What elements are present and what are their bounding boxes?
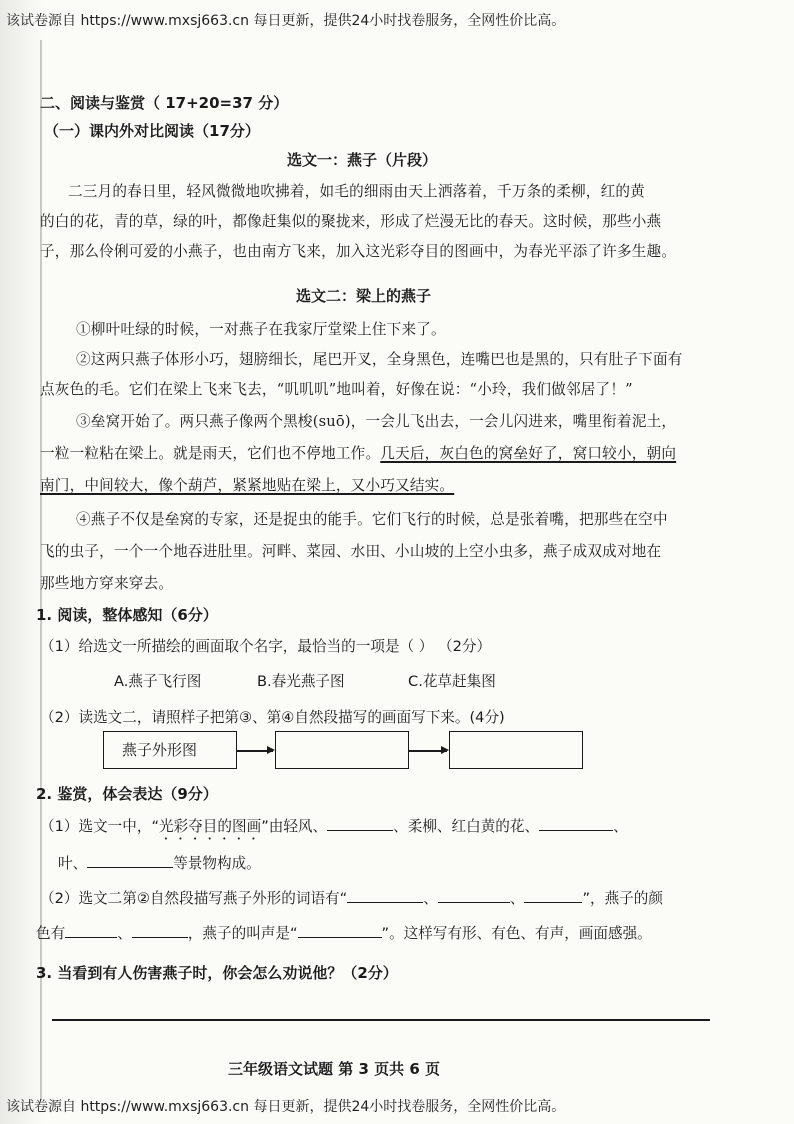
option-a[interactable]: A.燕子飞行图: [114, 673, 202, 690]
flow-box-1: [103, 731, 237, 769]
section-part-title: （一）课内外对比阅读（17分）: [44, 122, 260, 140]
q2-s2-part-f: 、: [117, 925, 132, 942]
option-b[interactable]: B.春光燕子图: [257, 673, 345, 690]
question-3-title: 3. 当看到有人伤害燕子时，你会怎么劝说他？（2分）: [36, 964, 398, 982]
answer-blank-1[interactable]: [327, 816, 393, 831]
text2-paragraph-1: ①柳叶吐绿的时候，一对燕子在我家厅堂梁上住下来了。: [76, 321, 446, 338]
text2-paragraph-3-underlined-b: 南门，中间较大，像个葫芦，紧紧地贴在梁上，又小巧又结实。: [40, 477, 455, 494]
q2-s1-part-b: ”由轻风、: [261, 818, 328, 835]
text2-paragraph-2-line-1: ②这两只燕子体形小巧，翅膀细长，尾巴开叉，全身黑色，连嘴巴也是黑的，只有肚子下面有: [76, 351, 683, 368]
question-2-sub-2-line-1: [40, 887, 663, 908]
q2-s1-part-c: 、柔柳、红白黄的花、: [393, 818, 540, 835]
answer-blank-2[interactable]: [539, 816, 613, 831]
watermark-bottom: 该试卷源自 https://www.mxsj663.cn 每日更新，提供24小时找卷服务，全网性价比高。: [6, 1099, 566, 1115]
text2-paragraph-4-line-2: 飞的虫子，一个一个地吞进肚里。河畔、菜园、水田、小山坡的上空小虫多，燕子成双成对地在: [40, 543, 662, 560]
q2-s2-part-b: 、: [423, 890, 438, 907]
text2-paragraph-4-line-3: 那些地方穿来穿去。: [40, 575, 174, 592]
question-2-sub-1-line-1: [40, 815, 628, 843]
answer-blank-7[interactable]: [65, 923, 117, 938]
question-1-sub-2: （2）读选文二，请照样子把第③、第④自然段描写的画面写下来。(4分): [40, 709, 505, 726]
q2-s2-part-g: ，燕子的叫声是“: [187, 925, 298, 942]
q2-s1-part-f: 等景物构成。: [173, 855, 261, 872]
q2-s2-part-h: ”。这样写有形、有色、有声，画面感强。: [381, 925, 652, 942]
answer-line-question-3[interactable]: [52, 1019, 710, 1021]
answer-blank-8[interactable]: [132, 923, 188, 938]
question-2-sub-2-line-2: [36, 922, 652, 943]
q2-s2-part-d: ”，燕子的颜: [582, 890, 663, 907]
answer-blank-5[interactable]: [438, 888, 510, 903]
page-footer: 三年级语文试题 第 3 页共 6 页: [228, 1060, 440, 1078]
q2-s1-part-a: （1）选文一中，“: [40, 818, 160, 835]
q2-s1-emphasis: 光彩夺目的图画: [159, 818, 262, 835]
question-1-title: 1. 阅读，整体感知（6分）: [36, 606, 218, 624]
flow-arrow-1: [237, 750, 273, 752]
flow-arrow-2: [409, 750, 447, 752]
q2-s2-part-e: 色有: [36, 925, 66, 942]
text2-paragraph-3-underlined-a: 几天后，灰白色的窝垒好了，窝口较小，朝向: [380, 445, 677, 462]
watermark-top: 该试卷源自 https://www.mxsj663.cn 每日更新，提供24小时找卷服务，全网性价比高。: [6, 13, 566, 29]
option-c[interactable]: C.花草赶集图: [408, 673, 496, 690]
text1-line-2: 的白的花，青的草，绿的叶，都像赶集似的聚拢来，形成了烂漫无比的春天。这时候，那些小燕: [40, 213, 662, 230]
answer-blank-4[interactable]: [347, 888, 423, 903]
text1-line-3: 子，那么伶俐可爱的小燕子，也由南方飞来，加入这光彩夺目的图画中，为春光平添了许多生趣。: [40, 243, 677, 260]
q2-s1-part-e: 叶、: [58, 855, 88, 872]
question-1-sub-1: （1）给选文一所描绘的画面取个名字，最恰当的一项是（ ） （2分）: [40, 638, 492, 655]
text2-paragraph-3-plain: 一粒一粒粘在梁上。就是雨天，它们也不停地工作。: [40, 445, 381, 462]
flow-box-1-label: 燕子外形图: [122, 741, 198, 759]
text1-line-1: 二三月的春日里，轻风微微地吹拂着，如毛的细雨由天上洒落着，千万条的柔柳，红的黄: [68, 183, 645, 200]
flow-box-3[interactable]: [449, 731, 583, 769]
q2-s2-part-a: （2）选文二第②自然段描写燕子外形的词语有“: [40, 890, 348, 907]
text2-paragraph-3-line-1: ③垒窝开始了。两只燕子像两个黑梭(suō)，一会儿飞出去，一会儿闪进来，嘴里衔着泥土，: [76, 413, 677, 430]
text2-paragraph-2-line-2: 点灰色的毛。它们在梁上飞来飞去，“叽叽叽”地叫着，好像在说：“小玲，我们做邻居了！”: [40, 381, 633, 398]
binding-margin: [0, 0, 44, 1124]
answer-blank-6[interactable]: [524, 888, 582, 903]
question-2-title: 2. 鉴赏，体会表达（9分）: [36, 785, 218, 803]
text2-title: 选文二：梁上的燕子: [296, 287, 432, 305]
answer-blank-3[interactable]: [87, 853, 173, 868]
q2-s2-part-c: 、: [509, 890, 525, 907]
section-title: 二、阅读与鉴赏（ 17+20=37 分）: [40, 94, 289, 112]
q2-s1-part-d: 、: [613, 818, 628, 835]
flow-box-2[interactable]: [275, 731, 409, 769]
text2-paragraph-3-line-2: [40, 442, 676, 463]
answer-blank-9[interactable]: [298, 923, 382, 938]
question-2-sub-1-line-2: [58, 852, 261, 873]
text2-paragraph-4-line-1: ④燕子不仅是垒窝的专家，还是捉虫的能手。它们飞行的时候，总是张着嘴，把那些在空中: [76, 511, 668, 528]
text1-title: 选文一：燕子（片段）: [287, 151, 438, 169]
